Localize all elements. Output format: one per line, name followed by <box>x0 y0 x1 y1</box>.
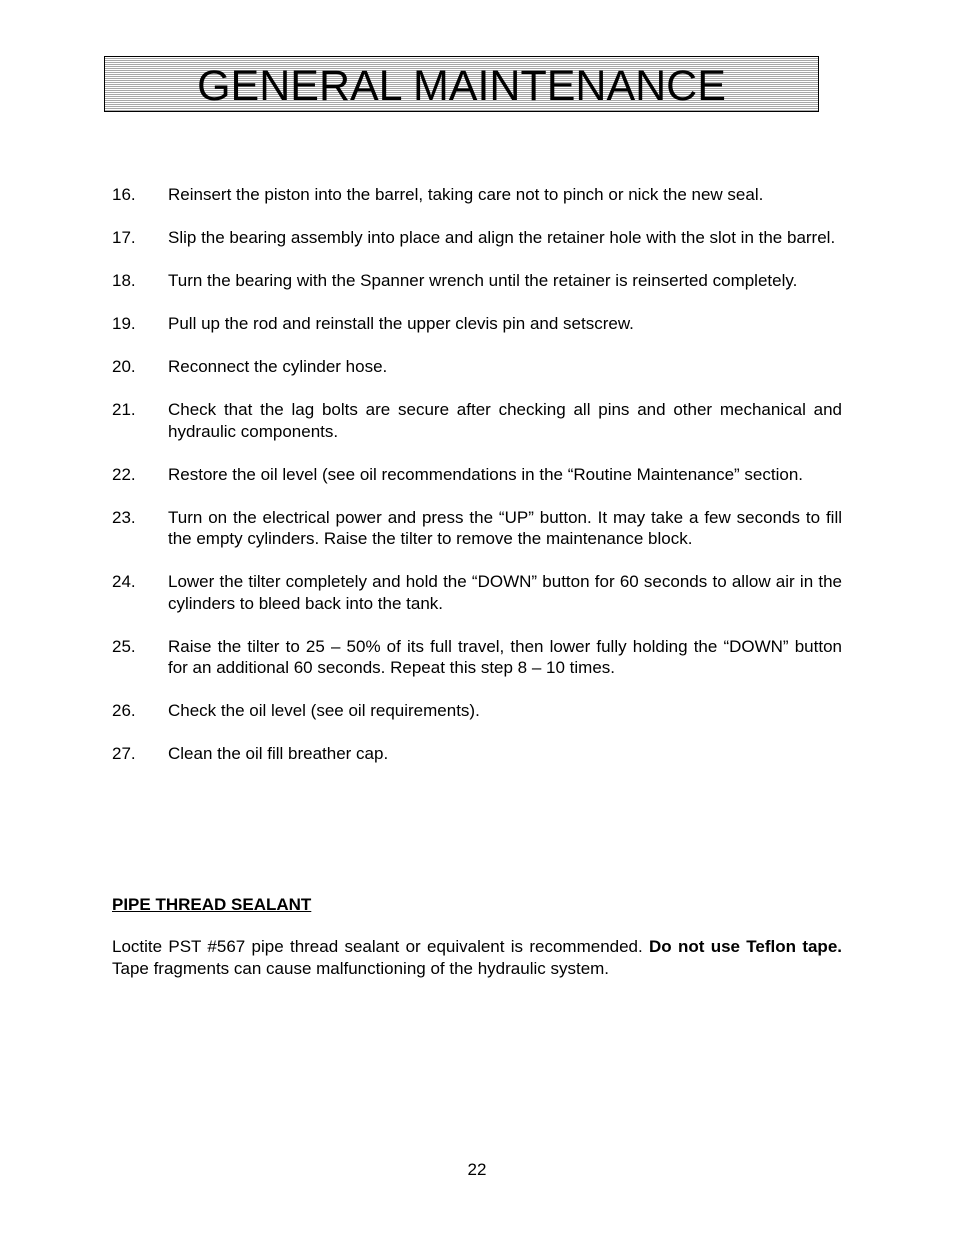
list-item <box>112 399 842 442</box>
list-item <box>112 270 842 292</box>
step-text: Clean the oil fill breather cap. <box>168 744 389 763</box>
step-number: 24. <box>112 572 136 591</box>
list-item <box>112 313 842 335</box>
step-text: Reinsert the piston into the barrel, taking care not to pinch or nick the new seal. <box>168 185 764 204</box>
section-paragraph <box>112 936 842 979</box>
step-number: 18. <box>112 271 136 290</box>
step-number: 20. <box>112 357 136 376</box>
section-heading: PIPE THREAD SEALANT <box>112 895 312 914</box>
list-item <box>112 700 842 722</box>
step-text: Pull up the rod and reinstall the upper clevis pin and setscrew. <box>168 314 634 333</box>
step-text: Turn the bearing with the Spanner wrench until the retainer is reinserted completely. <box>168 271 798 290</box>
list-item <box>112 227 842 249</box>
list-item <box>112 184 842 206</box>
step-text: Reconnect the cylinder hose. <box>168 357 388 376</box>
step-number: 19. <box>112 314 136 333</box>
step-text: Restore the oil level (see oil recommendations in the “Routine Maintenance” section. <box>168 464 803 484</box>
step-number: 25. <box>112 636 136 656</box>
sealant-recommendation-text: Loctite PST #567 pipe thread sealant or equivalent is recommended. <box>112 937 650 956</box>
step-text: Check the oil level (see oil requirements). <box>168 701 480 720</box>
step-number: 21. <box>112 400 136 419</box>
page-title: GENERAL MAINTENANCE <box>197 61 726 110</box>
step-number: 17. <box>112 228 136 247</box>
step-text: Lower the tilter completely and hold the “DOWN” button for 60 seconds to allow air in the cylinders to bleed back into the tank. <box>168 572 842 613</box>
list-item <box>112 464 842 486</box>
step-text: Raise the tilter to 25 – 50% of its full travel, then lower fully holding the “DOWN” button for an additional 60 seconds. Repeat this step 8 – 10 times. <box>168 636 842 677</box>
list-item <box>112 636 842 679</box>
list-item <box>112 743 842 765</box>
step-text: Turn on the electrical power and press the “UP” button. It may take a few seconds to fill the empty cylinders. Raise the tilter to remove the maintenance block. <box>168 507 842 548</box>
page-title-banner <box>104 56 819 112</box>
maintenance-steps-list <box>112 184 842 786</box>
teflon-warning-text: Do not use Teflon tape. <box>649 937 842 956</box>
list-item <box>112 571 842 614</box>
list-item <box>112 507 842 550</box>
step-number: 16. <box>112 185 136 204</box>
step-text: Check that the lag bolts are secure after checking all pins and other mechanical and hydraulic components. <box>168 400 842 441</box>
pipe-thread-sealant-section <box>112 894 842 979</box>
step-number: 23. <box>112 507 136 527</box>
list-item <box>112 356 842 378</box>
step-text: Slip the bearing assembly into place and align the retainer hole with the slot in the barrel. <box>168 228 836 247</box>
step-number: 26. <box>112 701 136 720</box>
sealant-explanation-text: Tape fragments can cause malfunctioning of the hydraulic system. <box>112 958 610 978</box>
page-number: 22 <box>467 1160 487 1179</box>
step-number: 22. <box>112 464 136 484</box>
step-number: 27. <box>112 744 136 763</box>
